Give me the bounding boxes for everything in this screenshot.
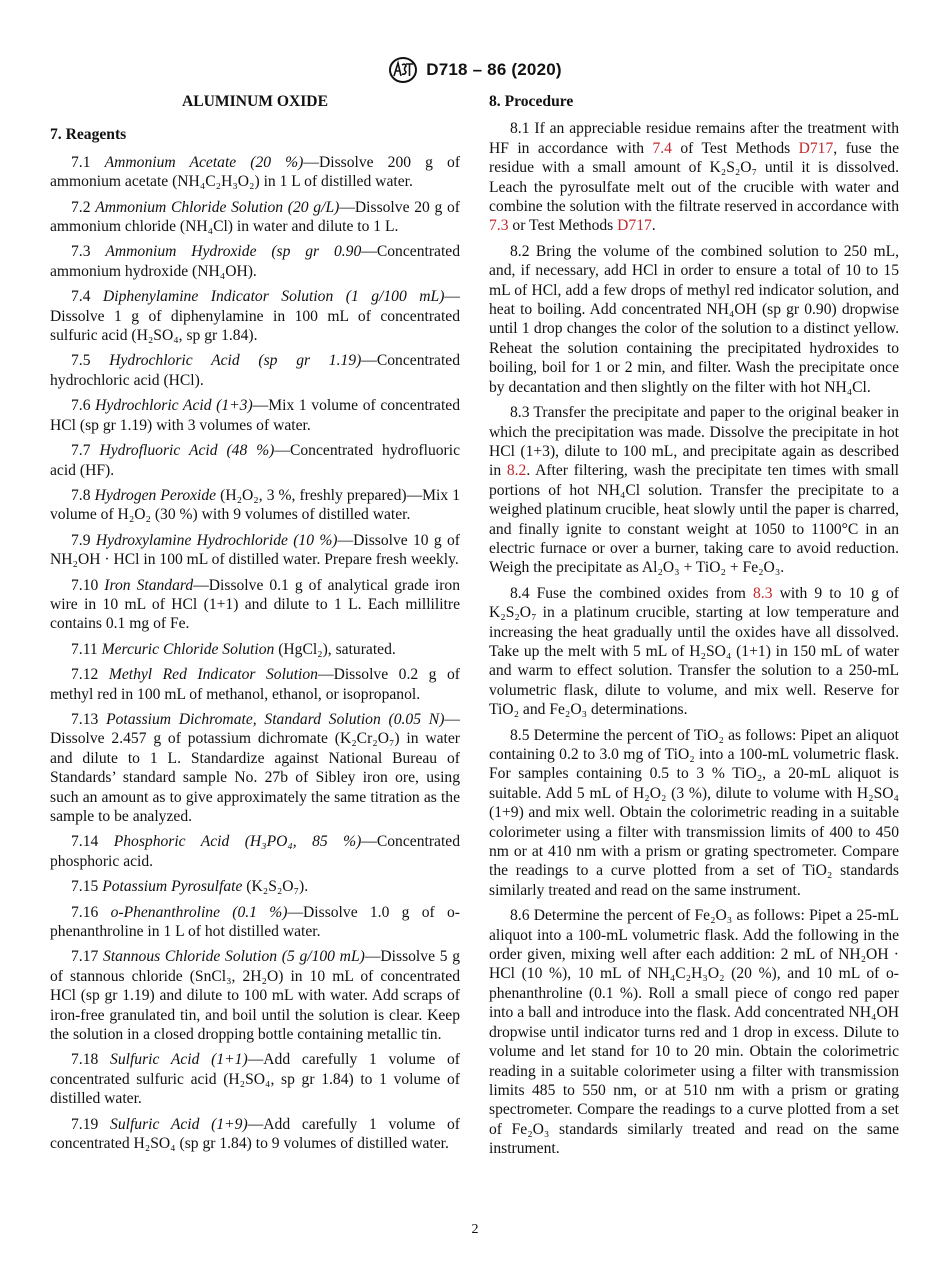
reagent-title: Hydrochloric Acid (sp gr 1.19) bbox=[109, 352, 362, 370]
reagent-number: 7.10 bbox=[71, 576, 99, 594]
astm-logo-icon bbox=[388, 56, 418, 84]
reagent-text: —Dissolve 1.0 g of o-phenanthroline in 1 L of hot distilled water. bbox=[50, 903, 460, 941]
reagent-item bbox=[50, 396, 460, 435]
reagent-text: —Dissolve 1 g of diphenylamine in 100 mL of concentrated sulfuric acid (H₂SO₄, sp gr 1.84). bbox=[50, 288, 460, 345]
reagent-item bbox=[50, 531, 460, 570]
reagent-text: —Dissolve 10 g of NH₂OH · HCl in 100 mL of distilled water. Prepare fresh weekly. bbox=[50, 531, 460, 569]
reagent-title: Sulfuric Acid (1+9) bbox=[110, 1115, 248, 1133]
reagent-item bbox=[50, 640, 460, 659]
reagent-number: 7.7 bbox=[71, 442, 91, 460]
paragraph-8-3: 8.3 Transfer the precipitate and paper to the original beaker in which the precipitation was made. Dissolve the precipitate in hot HCl (1+3), dilute to 100 mL, and precipitate again as described in 8.2. After filtering, wash the precipitate ten times with small portions of hot NH₄Cl solution. Transfer the precipitate to a weighed platinum crucible, heat slowly until the paper is charred, and finally ignite to constant weight at 1050 to 1100°C in an electric furnace or over a burner, taking care to avoid reduction. Weigh the precipitate as Al₂O₃ + TiO₂ + Fe₂O₃. bbox=[489, 404, 899, 577]
reagent-text: (K₂S₂O₇). bbox=[242, 878, 309, 896]
paragraph-8-5: 8.5 Determine the percent of TiO₂ as follows: Pipet an aliquot containing 0.2 to 3.0 mg of TiO₂ into a 100-mL volumetric flask. For samples containing 0.5 to 3 % TiO₂, a 20-mL aliquot is suitable. Add 5 mL of H₂O₂ (3 %), dilute to volume with H₂SO₄ (1+9) and mix well. Obtain the colorimetric reading in a suitable colorimeter using a filter with transmission limits of 400 to 450 nm or at 410 nm with a prism or grating spectrometer. Compare the readings to a curve plotted from a set of TiO₂ standards similarly treated and read on the same instrument. bbox=[489, 726, 899, 899]
reagent-title: Hydrofluoric Acid (48 %) bbox=[99, 442, 275, 460]
left-column bbox=[50, 92, 460, 1160]
right-column bbox=[489, 92, 899, 1165]
designation: D718 – 86 (2020) bbox=[426, 60, 562, 79]
reagent-item bbox=[50, 486, 460, 525]
reagent-item bbox=[50, 947, 460, 1044]
reagent-text: —Mix 1 volume of concentrated HCl (sp gr 1.19) with 3 volumes of water. bbox=[50, 397, 460, 434]
reagent-number: 7.4 bbox=[71, 288, 91, 306]
reagent-item bbox=[50, 441, 460, 480]
reagent-item bbox=[50, 710, 460, 826]
link-7-4[interactable]: 7.4 bbox=[652, 139, 672, 157]
reagent-number: 7.15 bbox=[71, 878, 99, 896]
reagents-list bbox=[50, 153, 460, 1154]
reagent-number: 7.3 bbox=[71, 243, 91, 261]
reagent-number: 7.5 bbox=[71, 352, 91, 370]
reagent-text: (H₂O₂, 3 %, freshly prepared)—Mix 1 volume of H₂O₂ (30 %) with 9 volumes of distilled water. bbox=[50, 486, 461, 524]
paragraph-8-2: 8.2 Bring the volume of the combined solution to 250 mL, and, if necessary, add HCl in order to ensure a total of 10 to 15 mL of HCl, add a few drops of methyl red indicator solution, and heat to boiling. Add concentrated NH₄OH (sp gr 0.90) dropwise until 1 drop changes the color of the solution to a distinct yellow. Reheat the solution containing the precipitated hydroxides to boiling, boil for 1 or 2 min, and filter. Wash the precipitate once by decantation and then slightly on the filter with hot NH₄Cl. bbox=[489, 242, 899, 396]
reagent-number: 7.17 bbox=[71, 948, 99, 966]
reagent-number: 7.1 bbox=[71, 153, 91, 171]
reagent-title: Ammonium Hydroxide (sp gr 0.90 bbox=[105, 243, 362, 261]
reagents-heading: 7. Reagents bbox=[50, 126, 127, 144]
reagent-text: —Dissolve 0.2 g of methyl red in 100 mL of methanol, ethanol, or isopropanol. bbox=[50, 666, 460, 703]
reagent-number: 7.19 bbox=[71, 1115, 99, 1133]
reagent-item bbox=[50, 903, 460, 942]
reagent-title: Diphenylamine Indicator Solution (1 g/100 mL) bbox=[103, 288, 445, 306]
reagent-number: 7.8 bbox=[71, 486, 91, 504]
reagent-item bbox=[50, 153, 460, 192]
reagent-title: Potassium Pyrosulfate bbox=[102, 878, 243, 896]
procedure-heading: 8. Procedure bbox=[489, 93, 574, 110]
reagent-text: —Dissolve 20 g of ammonium chloride (NH₄Cl) in water and dilute to 1 L. bbox=[50, 198, 460, 236]
reagent-title: Ammonium Acetate (20 %) bbox=[104, 153, 304, 171]
reagent-number: 7.16 bbox=[71, 903, 99, 921]
reagent-title: Methyl Red Indicator Solution bbox=[108, 666, 318, 684]
reagent-item bbox=[50, 877, 460, 896]
section-title: ALUMINUM OXIDE bbox=[182, 93, 328, 110]
reagent-text: —Concentrated ammonium hydroxide (NH₄OH). bbox=[50, 243, 460, 280]
link-8-3[interactable]: 8.3 bbox=[753, 584, 773, 602]
reagent-item bbox=[50, 242, 460, 281]
link-d717[interactable]: D717 bbox=[798, 139, 834, 157]
reagent-text: —Concentrated hydrochloric acid (HCl). bbox=[50, 352, 460, 389]
link-8-2[interactable]: 8.2 bbox=[506, 462, 527, 480]
reagent-title: Hydroxylamine Hydrochloride (10 %) bbox=[95, 531, 338, 549]
reagent-title: Hydrogen Peroxide bbox=[94, 486, 217, 504]
reagent-number: 7.9 bbox=[71, 531, 91, 549]
reagent-title: Sulfuric Acid (1+1) bbox=[110, 1051, 248, 1069]
reagent-number: 7.14 bbox=[71, 833, 99, 851]
reagent-text: (HgCl₂), saturated. bbox=[274, 640, 396, 658]
page-header bbox=[0, 54, 950, 86]
reagent-text: —Add carefully 1 volume of concentrated sulfuric acid (H₂SO₄, sp gr 1.84) to 1 volume of distilled water. bbox=[50, 1051, 460, 1108]
reagent-item bbox=[50, 351, 460, 390]
reagent-title: Potassium Dichromate, Standard Solution (0.05 N) bbox=[106, 710, 445, 728]
reagent-text: —Concentrated hydrofluoric acid (HF). bbox=[50, 442, 461, 479]
reagent-title: Mercuric Chloride Solution bbox=[101, 640, 275, 658]
reagent-text: —Dissolve 0.1 g of analytical grade iron wire in 10 mL of HCl (1+1) and dilute to 1 L. Each millilitre contains 0.1 mg of Fe. bbox=[50, 576, 460, 633]
page-number: 2 bbox=[471, 1222, 479, 1237]
reagent-number: 7.12 bbox=[71, 666, 99, 684]
link-d717[interactable]: D717 bbox=[617, 217, 652, 235]
reagent-title: Stannous Chloride Solution (5 g/100 mL) bbox=[103, 948, 365, 966]
reagent-number: 7.11 bbox=[71, 640, 98, 658]
reagent-title: Ammonium Chloride Solution (20 g/L) bbox=[95, 198, 340, 216]
reagent-item bbox=[50, 832, 460, 871]
reagent-text: —Dissolve 200 g of ammonium acetate (NH₄C₂H₃O₂) in 1 L of distilled water. bbox=[50, 153, 461, 191]
reagent-title: Hydrochloric Acid (1+3) bbox=[95, 397, 253, 415]
reagent-number: 7.2 bbox=[71, 198, 91, 216]
reagent-text: —Dissolve 2.457 g of potassium dichromate (K₂Cr₂O₇) in water and dilute to 1 L. Standardize against National Bureau of Standards’ standard sample No. 27b of Sibley iron ore, using such an amount as to give approximately the same titration as the sample to be analyzed. bbox=[50, 710, 460, 825]
reagent-title: Phosphoric Acid (H₃PO₄, 85 %) bbox=[113, 833, 362, 851]
paragraph-8-4: 8.4 Fuse the combined oxides from 8.3 with 9 to 10 g of K₂S₂O₇ in a platinum crucible, starting at low temperature and increasing the heat gradually until the oxides have all dissolved. Take up the melt with 5 mL of H₂SO₄ (1+1) in 150 mL of water and warm to effect solution. Transfer the solution to a 250-mL volumetric flask, dilute to volume, and mix well. Reserve for TiO₂ and Fe₂O₃ determinations. bbox=[489, 584, 899, 719]
paragraph-8-1: 8.1 If an appreciable residue remains after the treatment with HF in accordance with 7.4 of Test Methods D717, fuse the residue with a small amount of K₂S₂O₇ until it is dissolved. Leach the pyrosulfate melt out of the crucible with water and combine the solution with the filtrate reserved in accordance with 7.3 or Test Methods D717. bbox=[489, 120, 900, 235]
reagent-title: Iron Standard bbox=[104, 576, 194, 594]
reagent-item bbox=[50, 576, 460, 634]
reagent-number: 7.6 bbox=[71, 397, 91, 415]
reagent-text: —Concentrated phosphoric acid. bbox=[50, 833, 460, 870]
reagent-item bbox=[50, 287, 460, 345]
reagent-title: o-Phenanthroline (0.1 %) bbox=[110, 903, 288, 921]
reagent-item bbox=[50, 198, 460, 237]
reagent-text: —Add carefully 1 volume of concentrated H₂SO₄ (sp gr 1.84) to 9 volumes of distilled water. bbox=[50, 1115, 460, 1153]
reagent-item bbox=[50, 665, 460, 704]
link-7-3[interactable]: 7.3 bbox=[489, 217, 509, 235]
reagent-number: 7.13 bbox=[71, 710, 99, 728]
reagent-item bbox=[50, 1050, 460, 1108]
reagent-item bbox=[50, 1115, 460, 1154]
paragraph-8-6: 8.6 Determine the percent of Fe₂O₃ as follows: Pipet a 25-mL aliquot into a 100-mL volumetric flask. Add the following in the order given, mixing well after each addition: 2 mL of NH₂OH · HCl (10 %), 10 mL of NH₄C₂H₃O₂ (20 %), and 10 mL of o-phenanthroline (0.1 %). Roll a small piece of congo red paper into a ball and introduce into the flask. Add concentrated NH₄OH dropwise until indicator turns red and 1 drop in excess. Dilute to volume and let stand for 10 to 20 min. Obtain the colorimetric reading in a suitable colorimeter using a filter with transmission limits 485 to 550 nm, or at 510 nm with a prism or grating spectrometer. Compare the readings to a curve plotted from a set of Fe₂O₃ standards similarly treated and read on the same instrument. bbox=[489, 907, 899, 1158]
reagent-number: 7.18 bbox=[71, 1051, 99, 1069]
reagent-text: —Dissolve 5 g of stannous chloride (SnCl₃, 2H₂O) in 10 mL of concentrated HCl (sp gr 1.19) and dilute to 100 mL with water. Add scraps of iron-free granulated tin, and boil until the solution is clear. Keep the solution in a closed dropping bottle containing metallic tin. bbox=[50, 948, 460, 1044]
